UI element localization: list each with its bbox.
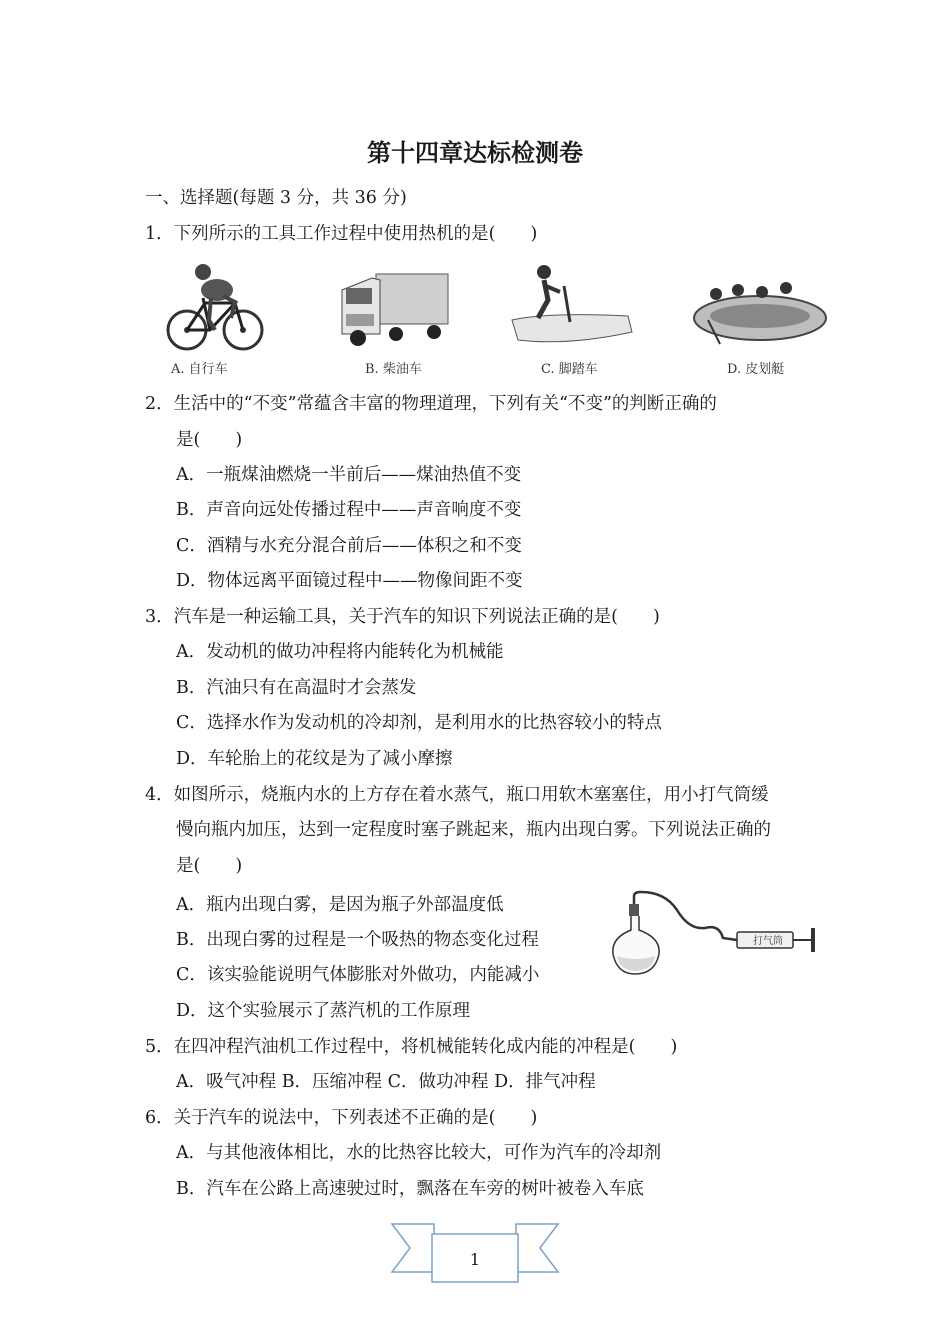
question-5-options: A．吸气冲程 B．压缩冲程 C．做功冲程 D．排气冲程 bbox=[176, 1072, 596, 1092]
pedal-boat-image bbox=[508, 262, 636, 348]
question-3-stem: 3．汽车是一种运输工具，关于汽车的知识下列说法正确的是( ) bbox=[145, 607, 660, 627]
caption-d: D. 皮划艇 bbox=[727, 362, 785, 377]
raft-image bbox=[690, 272, 830, 348]
question-6-stem: 6．关于汽车的说法中，下列表述不正确的是( ) bbox=[145, 1108, 538, 1128]
question-6-option-b: B．汽车在公路上高速驶过时，飘落在车旁的树叶被卷入车底 bbox=[176, 1179, 644, 1199]
caption-c: C. 脚踏车 bbox=[541, 362, 598, 377]
question-3-option-d: D．车轮胎上的花纹是为了减小摩擦 bbox=[176, 749, 453, 769]
caption-b: B. 柴油车 bbox=[365, 362, 422, 377]
bicycle-image bbox=[165, 258, 265, 354]
question-4-option-d: D．这个实验展示了蒸汽机的工作原理 bbox=[176, 1001, 471, 1021]
question-4-option-b: B．出现白雾的过程是一个吸热的物态变化过程 bbox=[176, 930, 539, 950]
question-4-option-a: A．瓶内出现白雾，是因为瓶子外部温度低 bbox=[176, 895, 504, 915]
section-heading: 一、选择题(每题 3 分，共 36 分) bbox=[145, 188, 407, 208]
question-4-option-c: C．该实验能说明气体膨胀对外做功，内能减小 bbox=[176, 965, 540, 985]
page-number: 1 bbox=[469, 1250, 481, 1269]
question-2-option-b: B．声音向远处传播过程中——声音响度不变 bbox=[176, 500, 522, 520]
question-2-option-c: C．酒精与水充分混合前后——体积之和不变 bbox=[176, 536, 522, 556]
question-4-stem-end: 是( ) bbox=[176, 856, 243, 876]
question-2-option-a: A．一瓶煤油燃烧一半前后——煤油热值不变 bbox=[176, 465, 522, 485]
question-3-option-b: B．汽油只有在高温时才会蒸发 bbox=[176, 678, 417, 698]
pump-label: 打气筒 bbox=[753, 936, 783, 947]
question-1-stem: 1．下列所示的工具工作过程中使用热机的是( ) bbox=[145, 224, 538, 244]
page-title: 第十四章达标检测卷 bbox=[367, 139, 583, 167]
question-3-option-a: A．发动机的做功冲程将内能转化为机械能 bbox=[176, 642, 504, 662]
question-5-stem: 5．在四冲程汽油机工作过程中，将机械能转化成内能的冲程是( ) bbox=[145, 1037, 678, 1057]
question-2-option-d: D．物体远离平面镜过程中——物像间距不变 bbox=[176, 571, 523, 591]
question-4-stem: 4．如图所示，烧瓶内水的上方存在着水蒸气，瓶口用软木塞塞住，用小打气筒缓 bbox=[145, 785, 769, 805]
question-3-option-c: C．选择水作为发动机的冷却剂，是利用水的比热容较小的特点 bbox=[176, 713, 662, 733]
question-2-stem: 2．生活中的“不变”常蕴含丰富的物理道理，下列有关“不变”的判断正确的 bbox=[145, 394, 717, 414]
caption-a: A. 自行车 bbox=[171, 362, 228, 377]
question-2-stem-cont: 是( ) bbox=[176, 430, 243, 450]
question-6-option-a: A．与其他液体相比，水的比热容比较大，可作为汽车的冷却剂 bbox=[176, 1143, 662, 1163]
flask-pump-diagram bbox=[605, 890, 820, 978]
question-4-stem-cont: 慢向瓶内加压，达到一定程度时塞子跳起来，瓶内出现白雾。下列说法正确的 bbox=[176, 820, 771, 840]
diesel-truck-image bbox=[336, 268, 451, 350]
